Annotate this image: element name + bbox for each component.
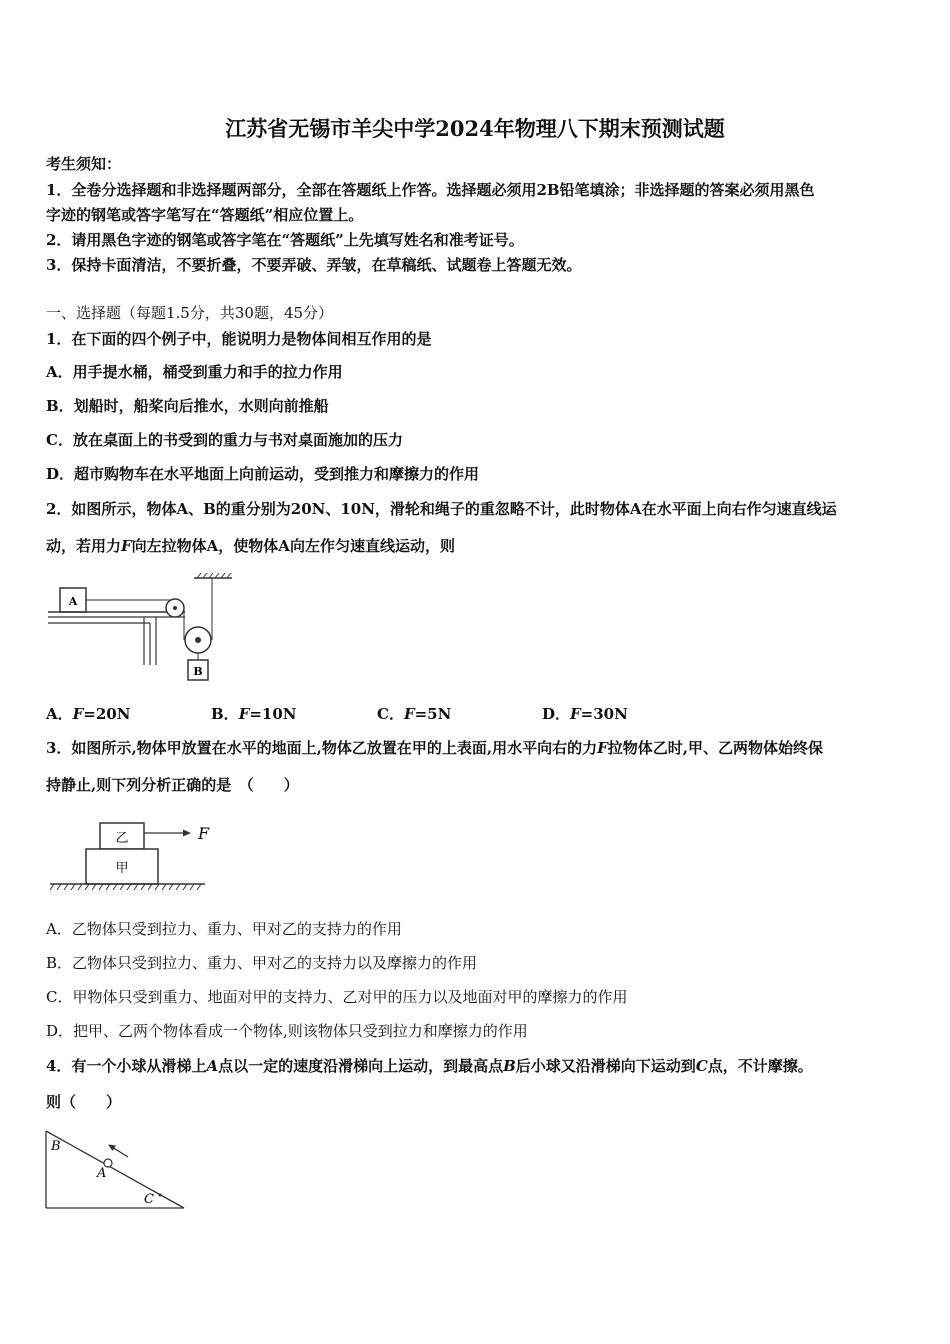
q2-option-b: B．F=10N	[211, 705, 297, 723]
q1-option-c: C．放在桌面上的书受到的重力与书对桌面施加的压力	[46, 431, 403, 449]
q2-option-a: A．F=20N	[46, 705, 131, 723]
block-yi-label: 乙	[115, 831, 129, 846]
q1-option-a: A．用手提水桶，桶受到重力和手的拉力作用	[46, 363, 343, 381]
page-title: 江苏省无锡市羊尖中学2024年物理八下期末预测试题	[225, 116, 725, 141]
q4-stem-line1: 4．有一个小球从滑梯上A点以一定的速度沿滑梯向上运动，到最高点B后小球又沿滑梯向下运动到C点，不计摩擦。	[46, 1057, 813, 1075]
force-label: F	[198, 824, 210, 843]
notice-item: 3．保持卡面清洁，不要折叠，不要弄破、弄皱，在草稿纸、试题卷上答题无效。	[46, 256, 582, 274]
block-b-label: B	[193, 665, 203, 678]
notice-item: 2．请用黑色字迹的钢笔或答字笔在“答题纸”上先填写姓名和准考证号。	[46, 231, 524, 249]
q3-option-b: B．乙物体只受到拉力、重力、甲对乙的支持力以及摩擦力的作用	[46, 954, 478, 972]
notice-heading: 考生须知：	[46, 155, 122, 173]
section-heading: 一、选择题（每题1.5分，共30题，45分）	[46, 304, 334, 322]
point-a-label: A	[97, 1166, 107, 1181]
q1-option-b: B．划船时，船桨向后推水，水则向前推船	[46, 397, 329, 415]
q4-stem-line2: 则（ ）	[46, 1093, 122, 1111]
q4-slide-figure	[40, 1125, 200, 1215]
block-jia-label: 甲	[115, 861, 129, 876]
notice-item: 1．全卷分选择题和非选择题两部分，全部在答题纸上作答。选择题必须用2B铅笔填涂；非选择题的答案必须用黑色	[46, 181, 815, 199]
block-a-label: A	[68, 595, 78, 608]
q2-stem-line1: 2．如图所示，物体A、B的重分别为20N、10N，滑轮和绳子的重忽略不计，此时物体A在水平面上向右作匀速直线运	[46, 500, 837, 518]
q2-option-c: C．F=5N	[377, 705, 452, 723]
point-c-label: C	[144, 1192, 154, 1207]
q2-stem-line2: 动，若用力F向左拉物体A，使物体A向左作匀速直线运动，则	[46, 537, 455, 555]
q3-stem-line1: 3．如图所示,物体甲放置在水平的地面上,物体乙放置在甲的上表面,用水平向右的力F拉物体乙时,甲、乙两物体始终保	[46, 739, 823, 757]
notice-item: 字迹的钢笔或答字笔写在“答题纸”相应位置上。	[46, 206, 364, 224]
q2-pulley-figure	[40, 570, 240, 685]
q3-option-c: C．甲物体只受到重力、地面对甲的支持力、乙对甲的压力以及地面对甲的摩擦力的作用	[46, 988, 628, 1006]
point-b-label: B	[51, 1139, 61, 1154]
q2-option-d: D．F=30N	[542, 705, 628, 723]
q1-option-d: D．超市购物车在水平地面上向前运动，受到推力和摩擦力的作用	[46, 465, 480, 483]
q3-blocks-figure	[40, 815, 230, 895]
q3-option-a: A．乙物体只受到拉力、重力、甲对乙的支持力的作用	[46, 920, 402, 938]
q1-stem: 1．在下面的四个例子中，能说明力是物体间相互作用的是	[46, 330, 432, 348]
q3-stem-line2: 持静止,则下列分析正确的是 （ ）	[46, 776, 299, 794]
q3-option-d: D．把甲、乙两个物体看成一个物体,则该物体只受到拉力和摩擦力的作用	[46, 1022, 528, 1040]
